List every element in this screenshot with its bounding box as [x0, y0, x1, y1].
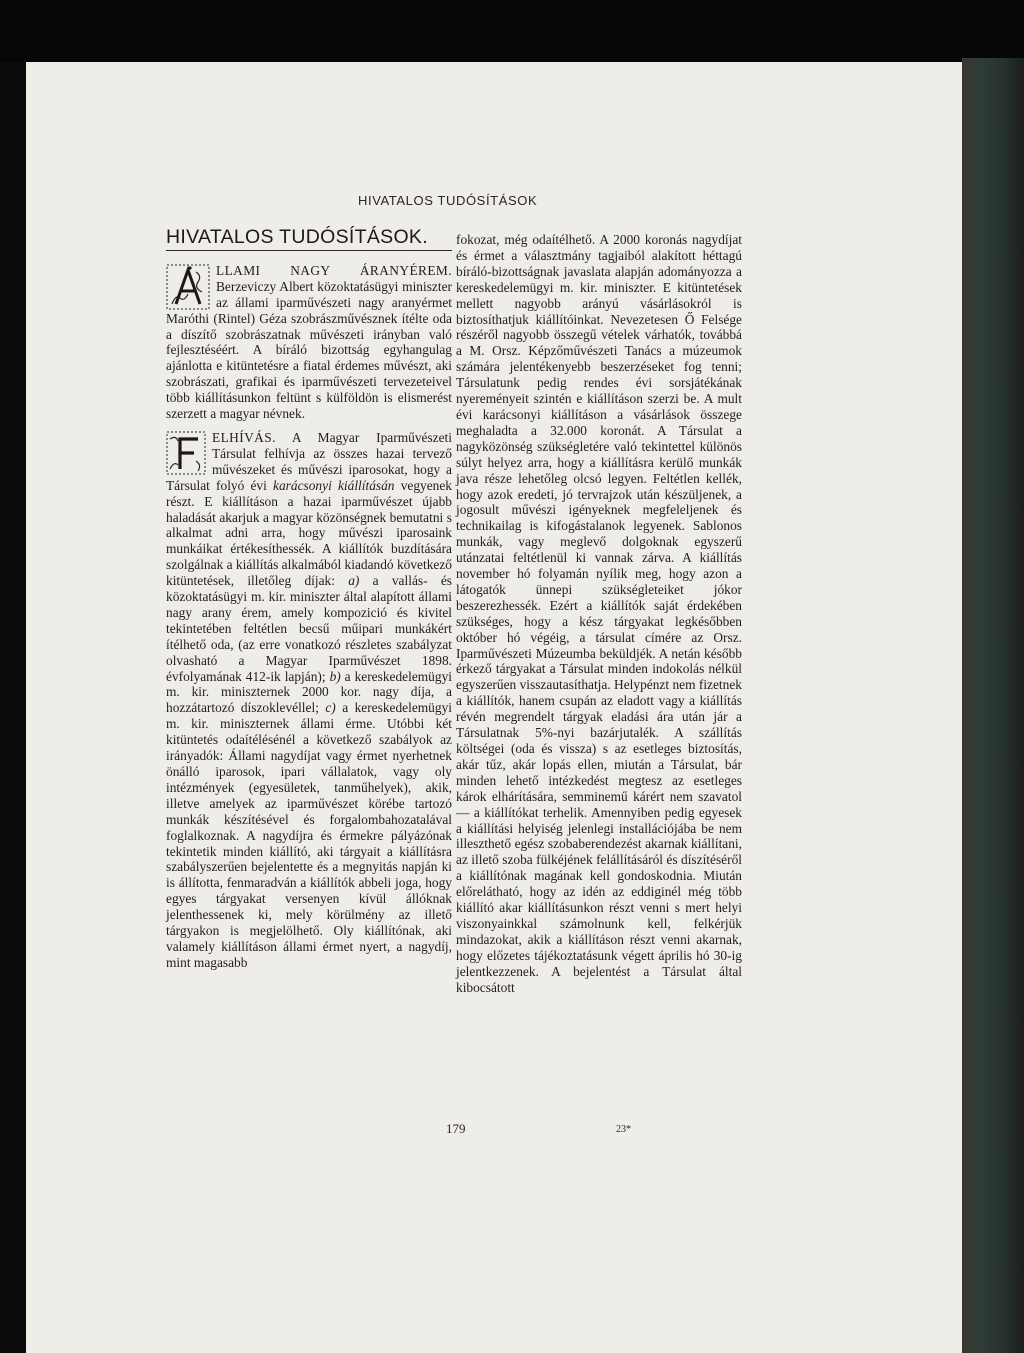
- article1-heading: LLAMI NAGY ÁRANYÉREM.: [216, 262, 452, 278]
- item-c-text: a kereskedelemügyi m. kir. miniszternek állami érme. Utóbbi két kitüntetés odaítélésénél a következő szabályok az irányadók: Állami nagydíjat vagy érmet nyerhetnek önálló iparosok, ipari vállalatok, vagy oly intézmények (egyesületek, tanműhelyek), akik, illetve amelyek az iparművészet körébe tartozó munkák készítésével és forgalombahozatalával foglalkoznak. A nagydíjra és érmekre pályázónak tekintetik minden kiállító, aki tárgyait a kiállításra szabályszerűen bejelentette és a megnyitás napján ki is állította, fenmaradván a kiállítók abbeli joga, hogy egyes tárgyakat versenyen kívül állóknak jelenthessenek ki, mely körülmény az illető tárgyakon is megjelölhető. Oly kiállítónak, aki valamely kiállításon állami érmet nyert, a nagydíj, mint magasabb: [166, 700, 452, 970]
- article2-body-1: A Magyar Iparművészeti Társulat felhívja az összes hazai tervező művészeket és művészi iparosokat, hogy a Társulat folyó évi: [166, 429, 452, 493]
- item-a-text: a vallás- és közoktatásügyi m. kir. miniszter által alapított állami nagy arany érem, amely kompozició és kivitel tekintetében feltétlen becsű műipari munkákért ítélhető oda, (az erre vonatkozó részletes szabályzat olvasható a Magyar Iparművészet 1898. évfolyamának 412-ik lapján);: [166, 573, 452, 684]
- item-b-label: b): [329, 668, 341, 684]
- article-felhivas: [166, 430, 452, 971]
- book-spine: [962, 58, 1024, 1353]
- item-a-label: a): [348, 573, 360, 589]
- item-b-text: a kereskedelemügyi m. kir. miniszternek 2000 kor. nagy díja, a hozzátartozó díszoklevéllel;: [166, 668, 452, 716]
- left-column: [166, 226, 452, 971]
- right-column-text: fokozat, még odaítélhető. A 2000 koronás nagydíjat és érmet a választmány tagjaiból alakított héttagú bíráló-bizottságnak javaslata alapján adományozza a kereskedelemügyi m. kir. miniszter. E kitüntetések mellett nagyobb arányú vásárlásokról is biztosíthatjuk kiállítóinkat. Nevezetesen Ő Felsége részéről nagyobb összegű vételek várhatók, továbbá a M. Orsz. Képzőművészeti Tanács a múzeumok számára jelentékenyebb beszerzéseket fog tenni; Társulatunk pedig rendes évi sorsjátékának nyereményeit szintén e kiállításon szerzi be. A mult évi karácsonyi kiállításon a vásárlások összege meghaladta a 32.000 koronát. A Társulat a nagyközönség szükségletére való tekintettel különös súlyt helyez arra, hogy a kiállításra kerülő munkák java része lehetőleg olcsó legyen. Feltétlen kellék, hogy azok eredeti, jó tervrajzok után készüljenek, a jogosult művészi igényeknek megfeleljenek és technikailag is kifogástalanok legyenek. Sablonos munkák, vagy meglevő dolgoknak egyszerű utánzatai feltétlenül ki vannak zárva. A kiállítás november hó folyamán nyílik meg, hogy azon a látogatók ünnepi szükségleteiket jókor beszerezhessék. Ezért a kiállítók saját érdekében szükséges, hogy a kész tárgyakat legkésőbben október hó végéig, a társulat címére az Orsz. Iparművészeti Múzeumba beküldjék. A netán később érkező tárgyakat a Társulat minden indokolás nélkül egyszerűen visszautasíthatja. Helypénzt nem fizetnek a kiállítók, hanem csupán az eladott vagy a kiállítás révén megrendelt tárgyak eladási ára után jár a Társulatnak 5%-nyi bazárjutalék. A szállítás költségei (oda és vissza) s az esetleges biztosítás, akár tűz, akár lopás ellen, miután a Társulat, bár minden lehető intézkedést megtesz az esetleges károk elhárítására, semminemű kárért nem szavatol — a kiállítókat terhelik. Amennyiben pedig egyesek a kiállítási helyiség jelenlegi installációjába be nem illeszthető egész szobaberendezést akarnak kiállítani, az illető szoba fülkéjének felállításáról és díszítéséről a kiállítónak magának kell gondoskodnia. Miután előrelátható, hogy az idén az eddiginél még több kiállító akar kiállításunkon részt venni s mert helyi viszonyainkkal számolnunk kell, felkérjük mindazokat, akik a kiállításon részt venni akarnak, hogy előzetes tájékoztatásunk végett április hó 30-ig jelentkezzenek. A bejelentést a Társulat által kibocsátott: [456, 232, 742, 995]
- scan-top-border: [0, 0, 1024, 62]
- ornamental-initial-a-icon: [166, 264, 210, 310]
- article1-body: Berzeviczy Albert közoktatásügyi miniszter az állami iparművészeti nagy aranyérmet Maróthi (Rintel) Géza szobrászművésznek ítélte oda a díszítő szobrászatnak művészeti irányban való fejlesztéséért. A bíráló bizottság egyhangulag ajánlotta e kitüntetésre a fiatal érdemes művészt, aki szobrászati, grafikai és iparművészeti tervezeteivel több kiállításunkon feltünt s külföldön is elismerést szerzett a magyar névnek.: [166, 278, 452, 422]
- article-allami-nagy-aranyerem: [166, 263, 452, 422]
- article2-body-2: vegyenek részt. E kiállításon a hazai iparművészet újabb haladását akarjuk a magyar közönségnek bemutatni s alkalmat adni arra, hogy művészi iparosaink munkáikat értékesíthessék. A kiállítók buzdítására szolgálnak a kiállítás alkalmából kiadandó következő kitüntetések, illetőleg díjak:: [166, 477, 452, 589]
- ornamental-initial-f-icon: [166, 431, 206, 475]
- article2-heading: ELHÍVÁS.: [212, 429, 276, 445]
- signature-mark: 23*: [616, 1124, 631, 1135]
- article2-italic-karacsonyi: karácsonyi kiállításán: [273, 477, 395, 493]
- running-head: HIVATALOS TUDÓSÍTÁSOK: [358, 193, 538, 208]
- page-number: 179: [446, 1121, 466, 1136]
- section-title: HIVATALOS TUDÓSÍTÁSOK.: [166, 230, 452, 251]
- item-c-label: c): [325, 700, 336, 716]
- right-column: [456, 232, 742, 996]
